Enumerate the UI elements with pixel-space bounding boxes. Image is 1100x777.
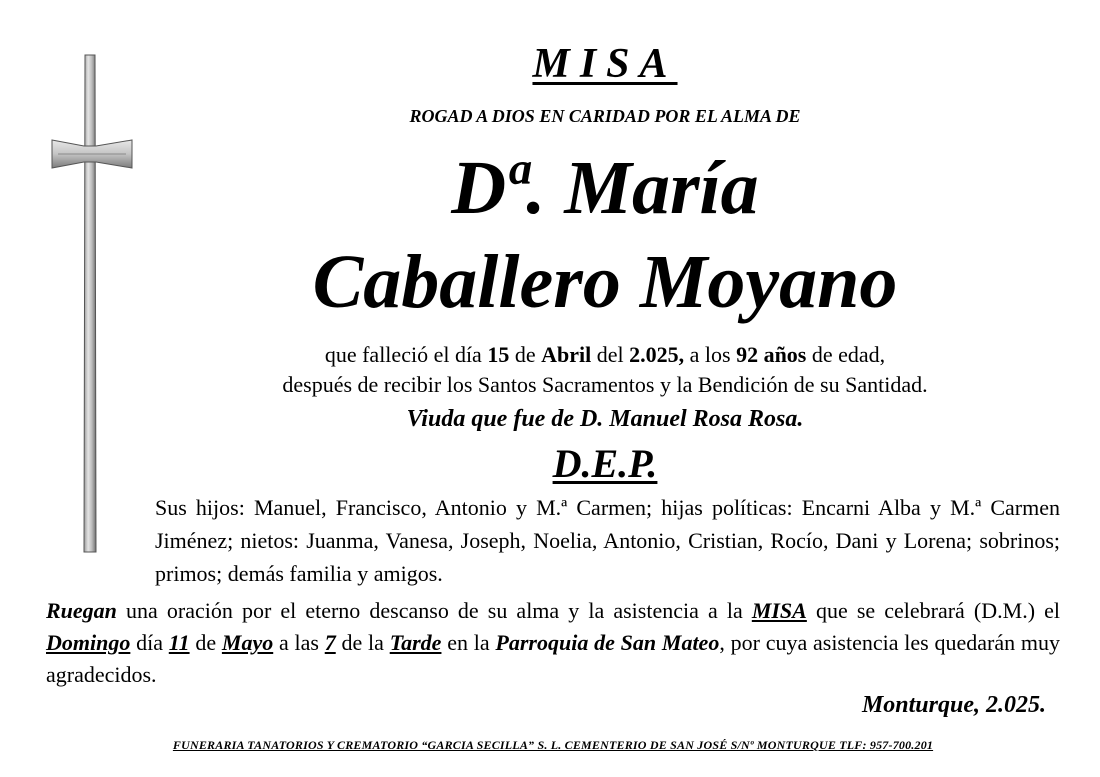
mass-period: Tarde xyxy=(389,630,442,655)
death-day: 15 xyxy=(487,342,510,367)
death-year: 2.025, xyxy=(629,342,685,367)
prayer-text-5: a las xyxy=(273,630,325,655)
prayer-paragraph xyxy=(46,595,1060,691)
bio-text-4: a los xyxy=(684,342,737,367)
age: 92 años xyxy=(736,342,807,367)
page-title: MISA xyxy=(532,41,678,87)
prayer-text-2: que se celebrará (D.M.) el xyxy=(806,598,1060,623)
bio-text-1: que falleció el día xyxy=(324,342,488,367)
bio-text-5: de edad, xyxy=(806,342,886,367)
subtitle: ROGAD A DIOS EN CARIDAD POR EL ALMA DE xyxy=(409,106,801,126)
bio-text-3: del xyxy=(591,342,630,367)
church-name: Parroquia de San Mateo xyxy=(495,630,720,655)
death-month: Abril xyxy=(541,342,592,367)
bio-line1 xyxy=(150,340,1060,370)
prayer-text-7: en la xyxy=(441,630,496,655)
family-list: Sus hijos: Manuel, Francisco, Antonio y M.ª Carmen; hijas políticas: Encarni Alba y M.ª Carmen Jiménez; nietos: Juanma, Vanesa, Joseph, Noelia, Antonio, Cristian, Rocío, Dani y Lorena; sobrinos; primos; demás familia y amigos. xyxy=(155,495,1060,586)
funeral-home-footer: FUNERARIA TANATORIOS Y CREMATORIO “GARCIA SECILLA” S. L. CEMENTERIO DE SAN JOSÉ S/Nº MONTURQUE TLF: 957-700.201 xyxy=(172,738,934,752)
deceased-name-line1: Dª. María xyxy=(451,146,759,230)
mass-month: Mayo xyxy=(221,630,274,655)
misa-word: MISA xyxy=(751,598,807,623)
prayer-text-4: de xyxy=(189,630,222,655)
bio-line2: después de recibir los Santos Sacramentos y la Bendición de su Santidad. xyxy=(282,372,928,397)
prayer-text-8: , por cuya asistencia les quedarán muy agradecidos. xyxy=(46,630,1060,687)
prayer-text-3: día xyxy=(130,630,169,655)
mass-weekday: Domingo xyxy=(46,630,131,655)
widow-line: Viuda que fue de D. Manuel Rosa Rosa. xyxy=(406,406,804,432)
mass-day: 11 xyxy=(168,630,190,655)
mass-hour: 7 xyxy=(324,630,336,655)
prayer-text-6: de la xyxy=(335,630,390,655)
place-date: Monturque, 2.025. xyxy=(861,692,1046,718)
prayer-text-1: una oración por el eterno descanso de su alma y la asistencia a la xyxy=(116,598,752,623)
dep-heading: D.E.P. xyxy=(552,441,658,486)
bio-text-2: de xyxy=(509,342,542,367)
bio-text xyxy=(150,340,1060,400)
cross-icon xyxy=(50,52,140,556)
deceased-name-line2: Caballero Moyano xyxy=(312,240,898,324)
ruegan-word: Ruegan xyxy=(46,598,117,623)
